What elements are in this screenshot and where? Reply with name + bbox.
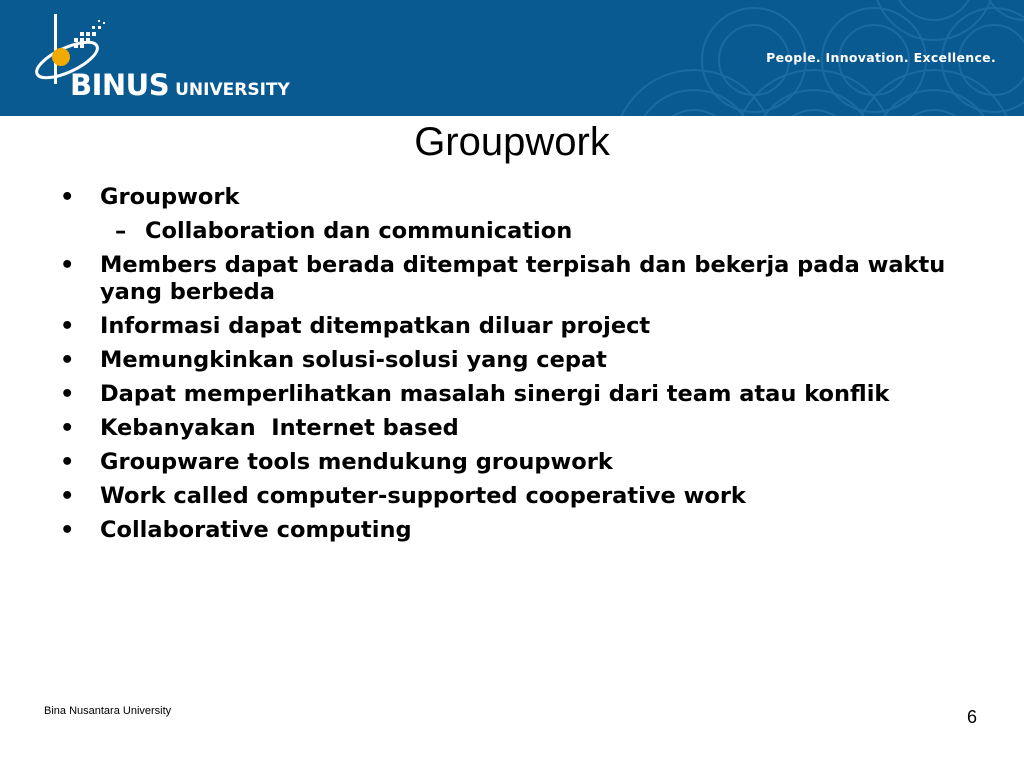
bullet-item [60,517,980,544]
bullet-marker: • [60,347,75,373]
bullet-item [60,449,980,476]
bullet-marker: • [60,415,75,441]
bullet-text: Informasi dapat ditempatkan diluar project [100,313,651,339]
bullet-marker: • [60,252,75,278]
logo-text: BINUS [70,68,170,102]
bullet-item [60,347,980,374]
bullet-marker: • [60,313,75,339]
bullet-text: Collaborative computing [100,517,412,543]
logo-wordmark [70,68,290,102]
bullet-text: Kebanyakan Internet based [100,415,459,441]
bullet-marker: • [60,483,75,509]
bullet-item [60,415,980,442]
bullet-text: Groupwork [100,184,240,210]
bullet-item [60,483,980,510]
bullet-text: Memungkinkan solusi-solusi yang cepat [100,347,607,373]
bullet-text: Work called computer-supported cooperative work [100,483,746,509]
bullet-list [60,184,980,551]
bullet-marker: – [115,218,127,244]
tagline: People. Innovation. Excellence. [766,50,996,65]
bullet-marker: • [60,184,75,210]
logo-subtext: UNIVERSITY [175,80,290,100]
bullet-text: Groupware tools mendukung groupwork [100,449,613,475]
binus-logo [22,14,302,104]
page-number: 6 [966,707,977,727]
bullet-item [60,184,980,211]
bullet-item [60,313,980,340]
bullet-marker: • [60,517,75,543]
bullet-text: Dapat memperlihatkan masalah sinergi dari team atau konflik [100,381,890,407]
bullet-item [60,381,980,408]
slide-title: Groupwork [414,120,610,164]
bullet-text: Members dapat berada ditempat terpisah dan bekerja pada waktu yang berbeda [100,252,946,305]
bullet-text: Collaboration dan communication [145,218,573,244]
footer-organization: Bina Nusantara University [44,705,172,717]
slide-header [0,0,1024,116]
bullet-marker: • [60,449,75,475]
bullet-item [60,252,980,306]
bullet-marker: • [60,381,75,407]
sub-bullet-item [60,218,980,245]
